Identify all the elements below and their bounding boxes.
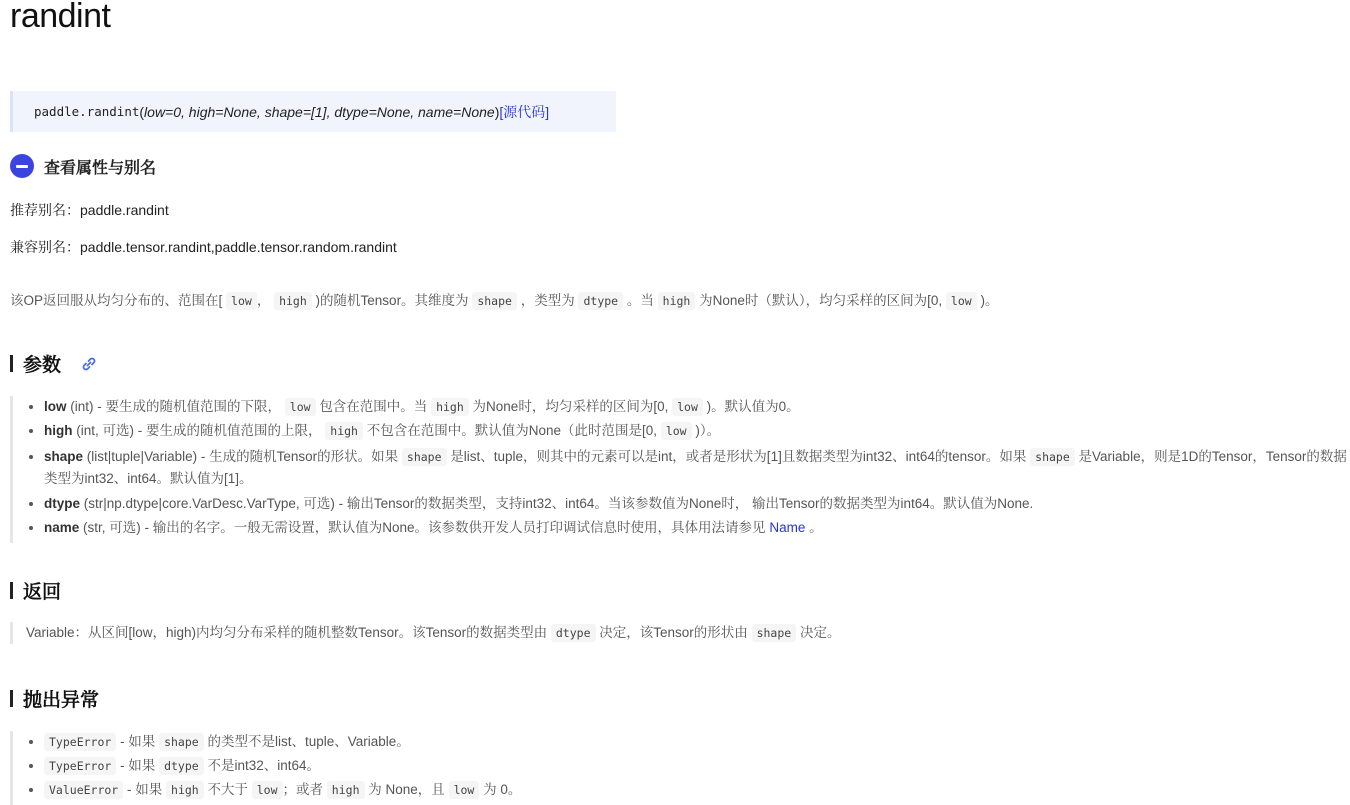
signature-params: low=0, high=None, shape=[1], dtype=None, name=None: [144, 103, 495, 120]
function-signature: paddle. randint ( low=0, high=None, shape=[1], dtype=None, name=None ) [源代码]: [10, 91, 616, 132]
heading-marker: [10, 582, 13, 599]
returns-heading: 返回: [10, 577, 61, 604]
signature-module: paddle.: [34, 104, 87, 119]
alias-toggle-label: 查看属性与别名: [44, 159, 157, 177]
raises-heading: 抛出异常: [10, 685, 99, 712]
recommended-alias: 推荐别名：paddle.randint: [10, 202, 169, 218]
params-list: [10, 396, 1350, 543]
heading-marker: [10, 355, 13, 372]
compat-alias: 兼容别名：paddle.tensor.randint,paddle.tensor.random.randint: [10, 239, 397, 255]
param-item-name: • name (str, 可选) - 输出的名字。一般无需设置，默认值为None。该参数供开发人员打印调试信息时使用，具体用法请参见 Name 。: [44, 519, 1350, 537]
returns-block: Variable：从区间[low，high)内均匀分布采样的随机整数Tensor。该Tensor的数据类型由 dtype 决定，该Tensor的形状由 shape 决定。: [10, 622, 840, 644]
signature-func: randint: [86, 104, 140, 119]
page-title: randint: [10, 0, 111, 35]
param-item-dtype: • dtype (str|np.dtype|core.VarDesc.VarType, 可选) - 输出Tensor的数据类型，支持int32、int64。当该参数值为None时， 输出Tensor的数据类型为int64。默认值为None.: [44, 495, 1350, 513]
name-doc-link[interactable]: Name: [769, 520, 806, 535]
raise-item: • ValueError - 如果 high 不大于 low ；或者 high 为 None，且 low 为 0。: [44, 781, 1350, 799]
heading-marker: [10, 690, 13, 707]
param-item-low: • low (int) - 要生成的随机值范围的下限， low 包含在范围中。当 high 为None时，均匀采样的区间为[0, low )。默认值为0。: [44, 398, 1350, 416]
raise-item: • TypeError - 如果 shape 的类型不是list、tuple、Variable。: [44, 733, 1350, 751]
description: 该OP返回服从均匀分布的、范围在[ low ， high )的随机Tensor。其维度为 shape ，类型为 dtype 。当 high 为None时（默认），均匀采样的区间为[0, low )。: [10, 293, 999, 308]
link-icon[interactable]: [79, 354, 99, 374]
raise-item: • TypeError - 如果 dtype 不是int32、int64。: [44, 757, 1350, 775]
param-item-shape: • shape (list|tuple|Variable) - 生成的随机Tensor的形状。如果 shape 是list、tuple，则其中的元素可以是int，或者是形状为[1]且数据类型为int32、int64的tensor。如果 shape 是Variable，则是1D的Tensor，Tensor的数据类型为int32、int64。默认值为[1]。: [44, 446, 1350, 489]
params-heading: 参数: [10, 350, 99, 377]
source-code-link[interactable]: [源代码]: [499, 103, 550, 120]
raises-list: [10, 731, 1350, 805]
alias-toggle[interactable]: [10, 154, 156, 178]
param-item-high: • high (int, 可选) - 要生成的随机值范围的上限， high 不包含在范围中。默认值为None（此时范围是[0, low )）。: [44, 422, 1350, 440]
collapse-icon[interactable]: [10, 154, 34, 178]
